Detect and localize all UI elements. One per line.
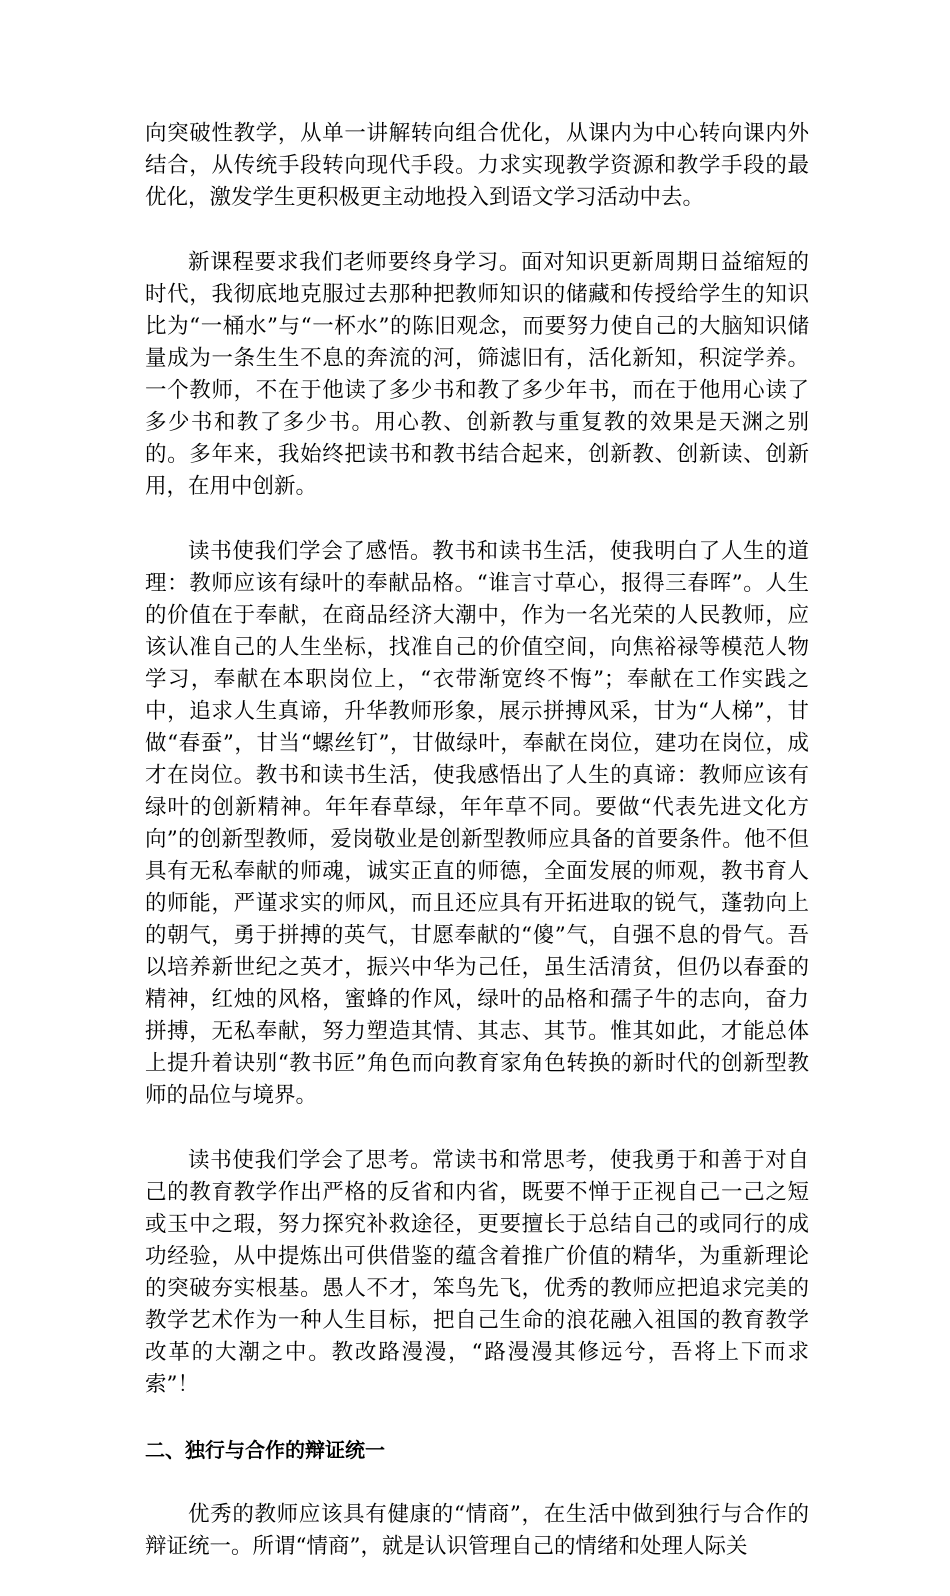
section-heading: 二、独行与合作的辩证统一 — [145, 1438, 385, 1462]
document-page — [145, 118, 809, 1596]
paragraph-lifelong-learning: 新课程要求我们老师要终身学习。面对知识更新周期日益缩短的时代，我彻底地克服过去那种把教师知识的储藏和传授给学生的知识比为“一桶水”与“一杯水”的陈旧观念，而要努力使自己的大脑知识储量成为一条生生不息的奔流的河，筛滤旧有，活化新知，积淀学养。一个教师，不在于他读了多少书和教了多少年书，而在于他用心读了多少书和教了多少书。用心教、创新教与重复教的效果是天渊之别的。多年来，我始终把读书和教书结合起来，创新教、创新读、创新用，在用中创新。 — [145, 250, 809, 499]
paragraph-emotional-quotient: 优秀的教师应该具有健康的“情商”，在生活中做到独行与合作的辩证统一。所谓“情商”，就是认识管理自己的情绪和处理人际关 — [145, 1502, 809, 1559]
paragraph-reading-thinking: 读书使我们学会了思考。常读书和常思考，使我勇于和善于对自己的教育教学作出严格的反省和内省，既要不惮于正视自己一己之短或玉中之瑕，努力探究补救途径，更要擅长于总结自己的或同行的成功经验，从中提炼出可供借鉴的蕴含着推广价值的精华，为重新理论的突破夯实根基。愚人不才，笨鸟先飞，优秀的教师应把追求完美的教学艺术作为一种人生目标，把自己生命的浪花融入祖国的教育教学改革的大潮之中。教改路漫漫，“路漫漫其修远兮，吾将上下而求索”！ — [145, 1148, 809, 1397]
paragraph-reading-insight: 读书使我们学会了感悟。教书和读书生活，使我明白了人生的道理：教师应该有绿叶的奉献品格。“谁言寸草心，报得三春晖”。人生的价值在于奉献，在商品经济大潮中，作为一名光荣的人民教师，应该认准自己的人生坐标，找准自己的价值空间，向焦裕禄等模范人物学习，奉献在本职岗位上，“衣带渐宽终不悔”；奉献在工作实践之中，追求人生真谛，升华教师形象，展示拼搏风采，甘为“人梯”，甘做“春蚕”，甘当“螺丝钉”，甘做绿叶，奉献在岗位，建功在岗位，成才在岗位。教书和读书生活，使我感悟出了人生的真谛：教师应该有绿叶的创新精神。年年春草绿，年年草不同。要做“代表先进文化方向”的创新型教师，爱岗敬业是创新型教师应具备的首要条件。他不但具有无私奉献的师魂，诚实正直的师德，全面发展的师观，教书育人的师能，严谨求实的师风，而且还应具有开拓进取的锐气，蓬勃向上的朝气，勇于拼搏的英气，甘愿奉献的“傻”气，自强不息的骨气。吾以培养新世纪之英才，振兴中华为己任，虽生活清贫，但仍以春蚕的精神，红烛的风格，蜜蜂的作风，绿叶的品格和孺子牛的志向，奋力拼搏，无私奉献，努力塑造其情、其志、其节。惟其如此，才能总体上提升着诀别“教书匠”角色而向教育家角色转换的新时代的创新型教师的品位与境界。 — [145, 539, 809, 1108]
paragraph-continuation: 向突破性教学，从单一讲解转向组合优化，从课内为中心转向课内外结合，从传统手段转向现代手段。力求实现教学资源和教学手段的最优化，激发学生更积极更主动地投入到语文学习活动中去。 — [145, 121, 809, 210]
